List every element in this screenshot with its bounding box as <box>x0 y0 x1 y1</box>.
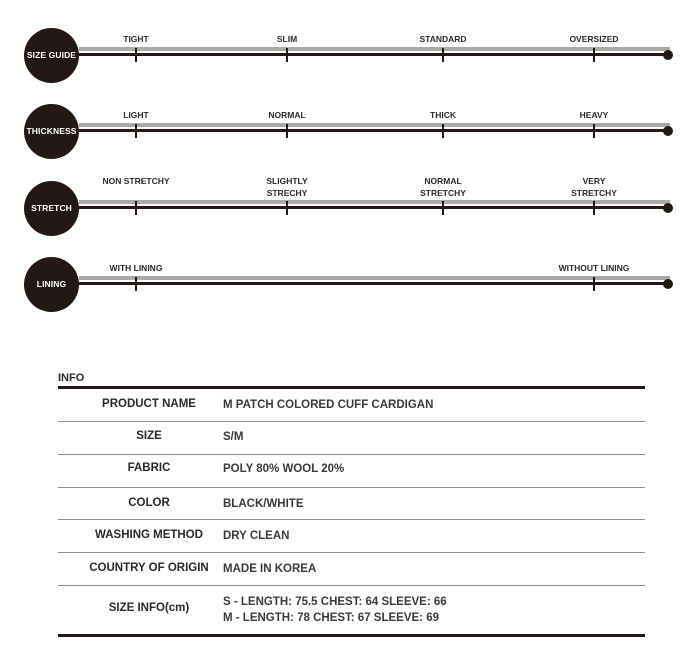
size-guide-tick-standard <box>442 48 444 62</box>
lining-end-dot <box>663 279 673 289</box>
size-guide-tick-oversized <box>593 48 595 62</box>
thickness-label-light: LIGHT <box>123 110 149 120</box>
info-title: INFO <box>58 372 85 384</box>
lining-badge <box>24 257 79 312</box>
thickness-label-thick: THICK <box>430 110 456 120</box>
info-key: SIZE <box>136 430 162 442</box>
size-guide-label-slim: SLIM <box>276 34 298 44</box>
stretch-track-light <box>79 200 670 204</box>
info-divider <box>58 519 645 520</box>
info-key: WASHING METHOD <box>95 529 203 541</box>
lining-track-light <box>79 276 670 280</box>
stretch-scale <box>0 153 700 233</box>
info-value-m: M - LENGTH: 78 CHEST: 67 SLEEVE: 69 <box>223 612 439 624</box>
stretch-end-dot <box>663 203 673 213</box>
stretch-tick-slightly <box>286 201 288 215</box>
size-guide-tick-tight <box>135 48 137 62</box>
info-key: SIZE INFO(cm) <box>108 602 190 614</box>
stretch-label-very-text: VERY STRETCHY <box>571 176 617 198</box>
size-guide-label-oversized: OVERSIZED <box>569 34 619 44</box>
lining-label-with: WITH LINING <box>109 263 163 273</box>
thickness-tick-heavy <box>593 124 595 138</box>
thickness-end-dot <box>663 126 673 136</box>
lining-badge-label: LINING <box>36 278 67 289</box>
thickness-track-light <box>79 123 670 127</box>
stretch-badge <box>24 181 79 236</box>
thickness-label-heavy: HEAVY <box>579 110 609 120</box>
stretch-label-very <box>571 176 617 199</box>
info-value: POLY 80% WOOL 20% <box>223 463 345 475</box>
lining-label-without: WITHOUT LINING <box>558 263 630 273</box>
size-guide-label-standard: STANDARD <box>419 34 467 44</box>
size-guide-badge-label: SIZE GUIDE <box>26 49 77 60</box>
lining-tick-without <box>593 277 595 291</box>
info-value: M PATCH COLORED CUFF CARDIGAN <box>223 399 434 411</box>
info-key: COUNTRY OF ORIGIN <box>89 562 209 574</box>
stretch-tick-very <box>593 201 595 215</box>
stretch-badge-label: STRETCH <box>31 202 72 213</box>
thickness-scale <box>0 76 700 156</box>
size-guide-end-dot <box>663 50 673 60</box>
info-divider <box>58 454 645 455</box>
size-guide-track <box>79 53 668 56</box>
info-value: BLACK/WHITE <box>223 498 304 510</box>
lining-track <box>79 282 668 285</box>
thickness-badge <box>24 104 79 159</box>
info-divider <box>58 487 645 488</box>
info-value-s: S - LENGTH: 75.5 CHEST: 64 SLEEVE: 66 <box>223 596 447 608</box>
info-value: DRY CLEAN <box>223 530 290 542</box>
stretch-label-normal <box>420 176 466 199</box>
stretch-label-slightly-text: SLIGHTLY STRECHY <box>266 176 308 198</box>
info-value: MADE IN KOREA <box>223 563 317 575</box>
size-guide-badge <box>24 28 79 83</box>
lining-scale <box>0 229 700 309</box>
thickness-badge-label: THICKNESS <box>26 125 77 136</box>
size-guide-scale <box>0 0 700 80</box>
info-key: FABRIC <box>127 462 171 474</box>
info-divider <box>58 585 645 586</box>
thickness-label-normal: NORMAL <box>268 110 306 120</box>
info-divider <box>58 552 645 553</box>
stretch-tick-non-stretchy <box>135 201 137 215</box>
info-key: COLOR <box>128 497 170 509</box>
size-guide-track-light <box>79 47 670 51</box>
lining-tick-with <box>135 277 137 291</box>
thickness-track <box>79 129 668 132</box>
stretch-label-slightly <box>266 176 307 199</box>
thickness-tick-thick <box>442 124 444 138</box>
stretch-track <box>79 206 668 209</box>
info-value: S/M <box>223 431 244 443</box>
info-key: PRODUCT NAME <box>102 398 196 410</box>
info-divider <box>58 421 645 422</box>
size-guide-label-tight: TIGHT <box>123 34 149 44</box>
stretch-label-non-stretchy: NON STRETCHY <box>102 176 170 186</box>
info-top-rule <box>58 386 645 389</box>
thickness-tick-light <box>135 124 137 138</box>
size-guide-tick-slim <box>286 48 288 62</box>
thickness-tick-normal <box>286 124 288 138</box>
stretch-label-normal-text: NORMAL STRETCHY <box>420 176 466 198</box>
info-bottom-rule <box>58 634 645 637</box>
stretch-tick-normal <box>442 201 444 215</box>
